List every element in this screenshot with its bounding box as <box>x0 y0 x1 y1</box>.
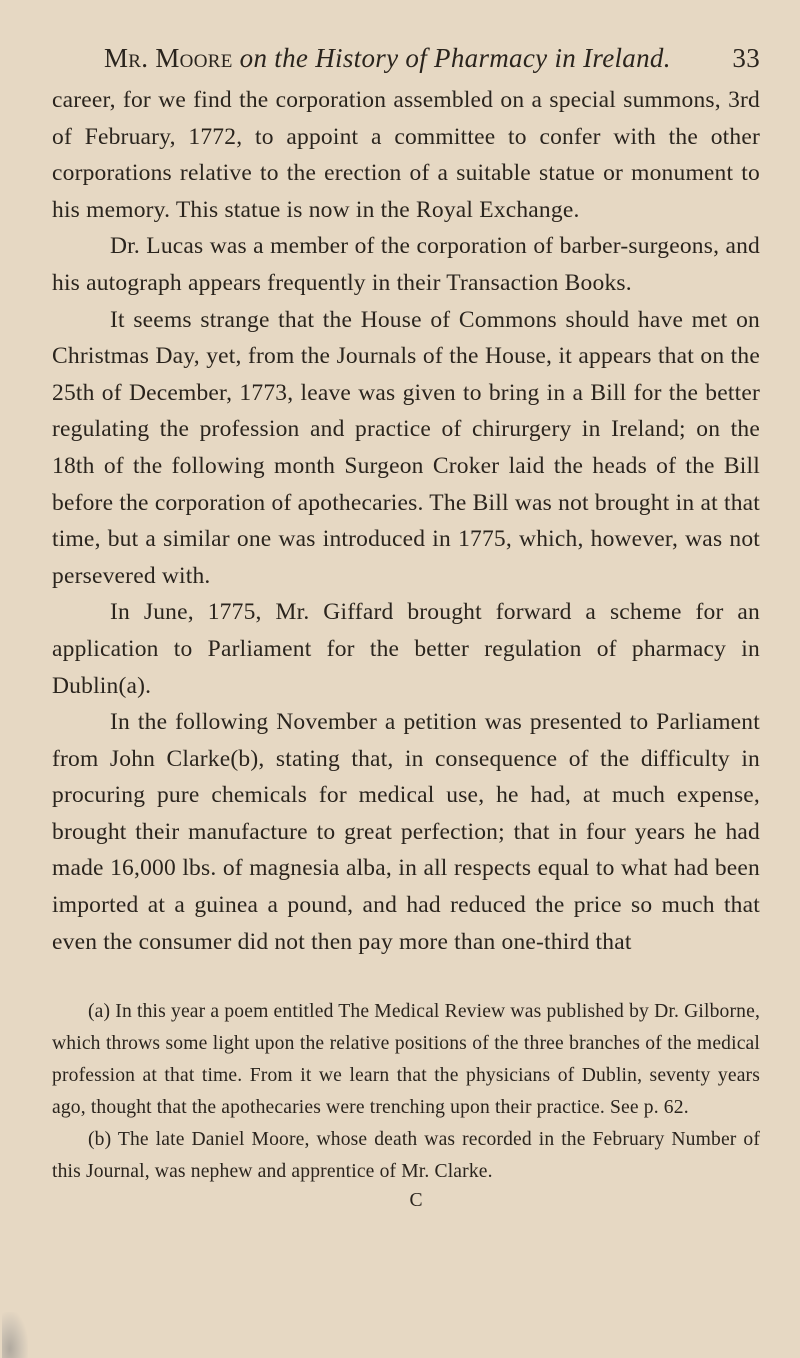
footnote-b: (b) The late Daniel Moore, whose death was recorded in the February Number of this Journal, was nephew and apprentice of Mr. Clarke. <box>52 1129 760 1183</box>
paragraph-3: It seems strange that the House of Commons should have met on Christmas Day, yet, from the Journals of the House, it appears that on the 25th of December, 1773, leave was given to bring in a Bill for the better regulating the profession and practice of chirurgery in Ireland; on the 18th of the following month Surgeon Croker laid the heads of the Bill before the corporation of apothecaries. The Bill was not brought in at that time, but a similar one was introduced in 1775, which, however, was not persevered with. <box>52 306 760 589</box>
running-head-author: Mr. Moore <box>104 43 233 73</box>
paragraph-1: career, for we find the corporation assembled on a special summons, 3rd of February, 1772, to appoint a committee to confer with the other corporations relative to the erection of a suitable statue or monument to his memory. This statue is now in the Royal Exchange. <box>52 87 760 223</box>
running-head-connector: on the <box>232 43 316 73</box>
running-head-work: History of Pharmacy in Ireland. <box>315 43 671 73</box>
signature-mark: C <box>409 1190 423 1212</box>
page-number: 33 <box>732 43 760 73</box>
body-text <box>52 82 760 960</box>
running-head <box>52 38 760 78</box>
paragraph-2: Dr. Lucas was a member of the corporation of barber-surgeons, and his autograph appears frequently in their Transaction Books. <box>52 233 760 296</box>
paragraph-4: In June, 1775, Mr. Giffard brought forward a scheme for an application to Parliament for the better regulation of pharmacy in Dublin(a). <box>52 599 760 699</box>
footnote-a: (a) In this year a poem entitled The Medical Review was published by Dr. Gilborne, which throws some light upon the relative positions of the three branches of the medical profession at that time. From it we learn that the physicians of Dublin, seventy years ago, thought that the apothecaries were trenching upon their practice. See p. 62. <box>52 1001 760 1119</box>
footnotes <box>52 996 760 1188</box>
running-head-title <box>104 38 671 78</box>
page-corner-shadow <box>2 1312 28 1358</box>
paragraph-5: In the following November a petition was presented to Parliament from John Clarke(b), stating that, in consequence of the difficulty in procuring pure chemicals for medical use, he had, at much expense, brought their manufacture to great perfection; that in four years he had made 16,000 lbs. of magnesia alba, in all respects equal to what had been imported at a guinea a pound, and had reduced the price so much that even the consumer did not then pay more than one-third that <box>52 709 760 955</box>
